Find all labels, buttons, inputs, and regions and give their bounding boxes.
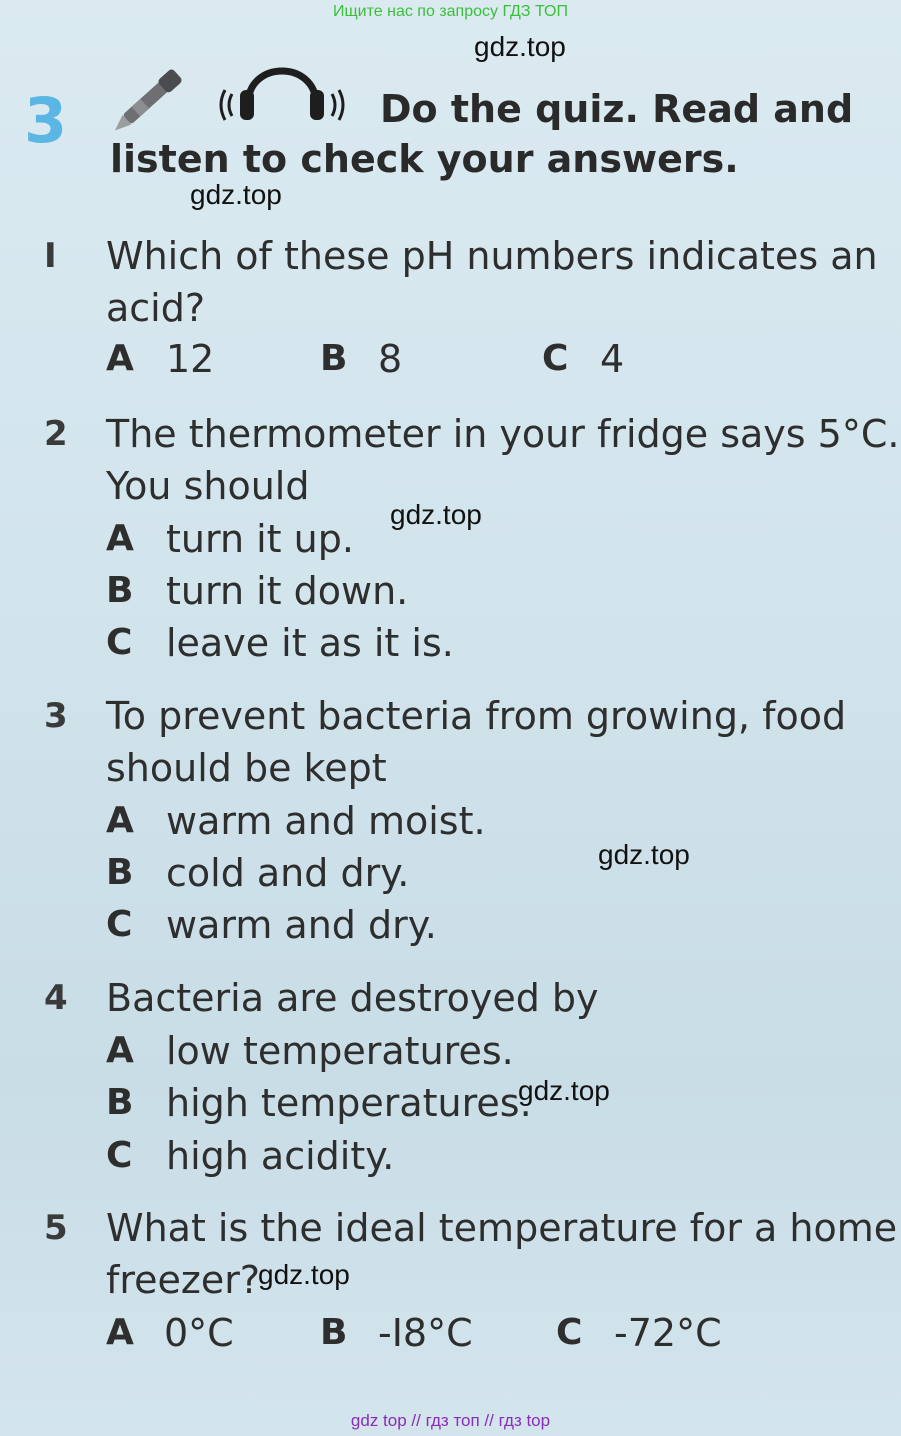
question-1-option-b-letter: B bbox=[320, 338, 348, 379]
instruction-line-2: listen to check your answers. bbox=[110, 137, 739, 181]
question-4-option-b-text: high temperatures. bbox=[166, 1081, 532, 1125]
question-5-option-a-text: 0°C bbox=[164, 1311, 234, 1355]
question-3-number: 3 bbox=[44, 696, 68, 736]
question-2-option-b-text: turn it down. bbox=[166, 569, 409, 613]
question-4-option-a-letter: A bbox=[106, 1030, 134, 1071]
headphones-icon bbox=[214, 46, 350, 130]
question-1-number: I bbox=[44, 236, 57, 276]
question-3-option-b-text: cold and dry. bbox=[166, 851, 410, 895]
question-3-line-1: To prevent bacteria from growing, food bbox=[106, 694, 847, 738]
watermark: gdz.top bbox=[518, 1075, 610, 1106]
question-5-number: 5 bbox=[44, 1208, 68, 1248]
watermark: gdz.top bbox=[474, 31, 566, 62]
question-3-option-b-letter: B bbox=[106, 852, 134, 893]
top-banner: Ищите нас по запросу ГДЗ ТОП bbox=[333, 3, 568, 20]
question-1-option-b-text: 8 bbox=[378, 337, 403, 381]
exercise-number: 3 bbox=[24, 84, 68, 157]
watermark: gdz.top bbox=[390, 499, 482, 530]
pen-icon bbox=[112, 56, 196, 136]
question-5-option-c-text: -72°C bbox=[614, 1311, 722, 1355]
question-3-option-c-letter: C bbox=[106, 904, 133, 945]
question-4-option-c-text: high acidity. bbox=[166, 1134, 395, 1178]
question-5-option-b-text: -I8°C bbox=[378, 1311, 473, 1355]
question-4-option-a-text: low temperatures. bbox=[166, 1029, 514, 1073]
question-5-line-2: freezer? bbox=[106, 1258, 261, 1302]
question-2-option-c-letter: C bbox=[106, 622, 133, 663]
question-4-option-c-letter: C bbox=[106, 1135, 133, 1176]
question-1-line-1: Which of these pH numbers indicates an bbox=[106, 234, 878, 278]
question-5-option-b-letter: B bbox=[320, 1312, 348, 1353]
question-5-line-1: What is the ideal temperature for a home bbox=[106, 1206, 898, 1250]
question-1-line-2: acid? bbox=[106, 286, 206, 330]
question-4-line-1: Bacteria are destroyed by bbox=[106, 976, 599, 1020]
question-5-option-a-letter: A bbox=[106, 1312, 134, 1353]
question-2-line-1: The thermometer in your fridge says 5°C. bbox=[106, 412, 900, 456]
question-2-option-a-letter: A bbox=[106, 518, 134, 559]
question-2-line-2: You should bbox=[106, 464, 310, 508]
question-2-option-b-letter: B bbox=[106, 570, 134, 611]
bottom-banner: gdz top // гдз топ // гдз top bbox=[350, 1411, 551, 1430]
question-3-option-a-text: warm and moist. bbox=[166, 799, 486, 843]
question-3-line-2: should be kept bbox=[106, 746, 387, 790]
question-1-option-a-letter: A bbox=[106, 338, 134, 379]
question-2-option-a-text: turn it up. bbox=[166, 517, 354, 561]
instruction-line-1: Do the quiz. Read and bbox=[380, 87, 854, 131]
watermark: gdz.top bbox=[258, 1259, 350, 1290]
watermark: gdz.top bbox=[598, 839, 690, 870]
question-3-option-c-text: warm and dry. bbox=[166, 903, 437, 947]
question-5-option-c-letter: C bbox=[556, 1312, 583, 1353]
watermark: gdz.top bbox=[190, 179, 282, 210]
question-4-number: 4 bbox=[44, 978, 68, 1018]
question-1-option-c-text: 4 bbox=[600, 337, 625, 381]
question-2-option-c-text: leave it as it is. bbox=[166, 621, 454, 665]
question-3-option-a-letter: A bbox=[106, 800, 134, 841]
question-4-option-b-letter: B bbox=[106, 1082, 134, 1123]
question-1-option-a-text: 12 bbox=[166, 337, 215, 381]
question-1-option-c-letter: C bbox=[542, 338, 569, 379]
question-2-number: 2 bbox=[44, 414, 68, 454]
